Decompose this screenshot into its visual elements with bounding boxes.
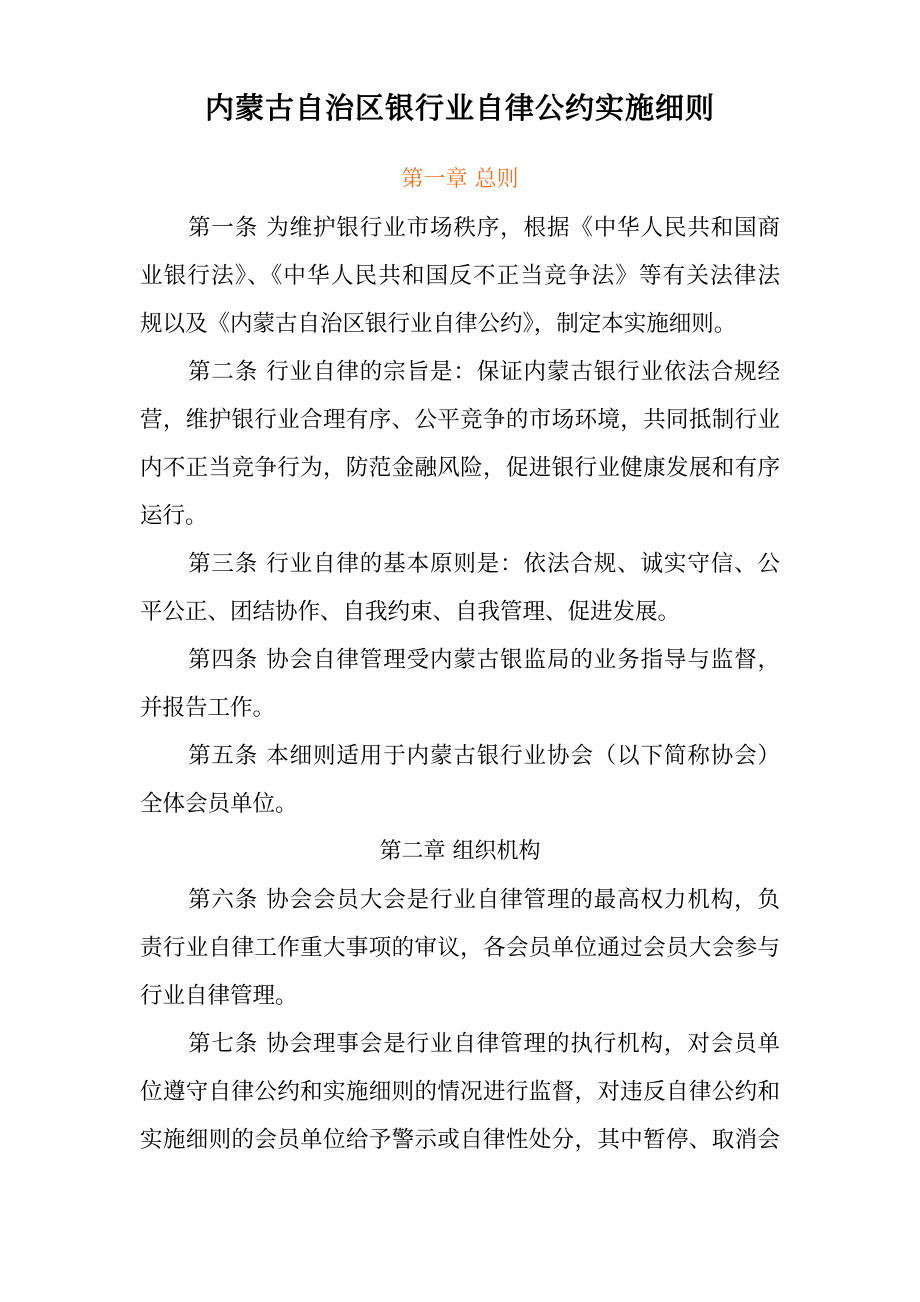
article-paragraph — [140, 540, 780, 636]
article-paragraph — [140, 348, 780, 540]
paragraph-line: 行业自律管理。 — [140, 983, 298, 1009]
paragraph-line: 并报告工作。 — [140, 695, 276, 721]
chapter-heading: 第一章 总则 — [401, 167, 519, 192]
article-paragraph — [140, 732, 780, 828]
paragraph-line: 责行业自律工作重大事项的审议，各会员单位通过会员大会参与 — [140, 935, 780, 961]
article-paragraph — [140, 636, 780, 732]
paragraph-line: 实施细则的会员单位给予警示或自律性处分，其中暂停、取消会 — [140, 1127, 780, 1153]
chapter-heading: 第二章 组织机构 — [379, 839, 541, 864]
paragraph-line: 全体会员单位。 — [140, 791, 298, 817]
paragraph-line: 位遵守自律公约和实施细则的情况进行监督，对违反自律公约和 — [140, 1079, 780, 1105]
paragraph-line: 营，维护银行业合理有序、公平竞争的市场环境，共同抵制行业 — [140, 407, 780, 433]
document-body — [140, 156, 780, 1164]
article-paragraph — [140, 1020, 780, 1164]
article-paragraph — [140, 876, 780, 1020]
paragraph-line: 第七条 协会理事会是行业自律管理的执行机构，对会员单 — [188, 1031, 780, 1057]
paragraph-line: 运行。 — [140, 503, 208, 529]
article-paragraph — [140, 204, 780, 348]
document-title: 内蒙古自治区银行业自律公约实施细则 — [204, 91, 715, 125]
paragraph-line: 第二条 行业自律的宗旨是：保证内蒙古银行业依法合规经 — [188, 359, 780, 385]
paragraph-line: 第六条 协会会员大会是行业自律管理的最高权力机构，负 — [188, 887, 780, 913]
paragraph-line: 第三条 行业自律的基本原则是：依法合规、诚实守信、公 — [188, 551, 780, 577]
paragraph-line: 第一条 为维护银行业市场秩序，根据《中华人民共和国商 — [188, 215, 780, 241]
paragraph-line: 平公正、团结协作、自我约束、自我管理、促进发展。 — [140, 599, 681, 625]
paragraph-line: 业银行法》、《中华人民共和国反不正当竞争法》等有关法律法 — [140, 263, 780, 289]
paragraph-line: 第四条 协会自律管理受内蒙古银监局的业务指导与监督， — [188, 647, 780, 673]
paragraph-line: 内不正当竞争行为，防范金融风险，促进银行业健康发展和有序 — [140, 455, 780, 481]
paragraph-line: 第五条 本细则适用于内蒙古银行业协会（以下简称协会） — [188, 743, 780, 769]
paragraph-line: 规以及《内蒙古自治区银行业自律公约》，制定本实施细则。 — [140, 311, 737, 337]
